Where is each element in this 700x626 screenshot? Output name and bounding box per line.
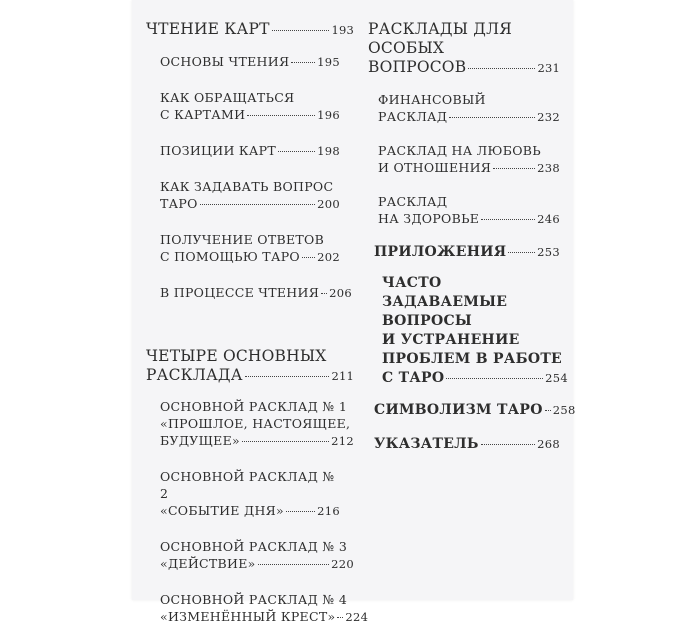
toc-entry-title: РАСКЛАДЫ ДЛЯ ОСОБЫХ bbox=[368, 20, 512, 57]
toc-left-column bbox=[146, 20, 369, 626]
toc-entry-getting-answers[interactable] bbox=[146, 231, 340, 266]
toc-entry-title: ЧЕТЫРЕ ОСНОВНЫХ bbox=[146, 347, 327, 365]
toc-page bbox=[132, 0, 576, 624]
dot-leader bbox=[481, 444, 535, 445]
toc-page-number: 195 bbox=[317, 55, 340, 69]
dot-leader bbox=[337, 617, 343, 618]
dot-leader bbox=[200, 204, 315, 205]
toc-entry-title-line2: «ИЗМЕНЁННЫЙ КРЕСТ» bbox=[160, 609, 336, 624]
dot-leader bbox=[258, 564, 330, 565]
toc-entry-title-line2: ТАРО bbox=[160, 196, 198, 211]
dot-leader bbox=[321, 293, 327, 294]
toc-entry-title-line3: БУДУЩЕЕ» bbox=[160, 433, 240, 448]
dot-leader bbox=[302, 257, 315, 258]
dot-leader bbox=[481, 219, 535, 220]
toc-entry-handling-cards[interactable] bbox=[146, 89, 340, 124]
toc-entry-title-line2: «СОБЫТИЕ ДНЯ» bbox=[160, 503, 284, 518]
toc-entry-title: ОСНОВНОЙ РАСКЛАД № 3 bbox=[160, 539, 348, 554]
toc-entry-reading-basics[interactable] bbox=[146, 53, 340, 71]
toc-entry-title-line2: РАСКЛАД bbox=[378, 109, 448, 124]
toc-entry-title-line2: С КАРТАМИ bbox=[160, 107, 246, 122]
dot-leader bbox=[493, 168, 535, 169]
toc-page-number: 206 bbox=[329, 286, 352, 300]
toc-entry-title: ЧТЕНИЕ КАРТ bbox=[146, 20, 270, 38]
toc-entry-title: СИМВОЛИЗМ ТАРО bbox=[374, 402, 543, 418]
toc-entry-title-line2: ВОПРОСОВ bbox=[368, 58, 467, 76]
toc-entry-title: В ПРОЦЕССЕ ЧТЕНИЯ bbox=[160, 285, 320, 300]
toc-entry-title-line4: ПРОБЛЕМ В РАБОТЕ bbox=[382, 351, 563, 367]
toc-entry-four-spreads[interactable] bbox=[146, 347, 354, 386]
toc-page-number: 231 bbox=[537, 61, 560, 75]
toc-entry-title: РАСКЛАД НА ЛЮБОВЬ bbox=[378, 143, 541, 158]
dot-leader bbox=[242, 441, 329, 442]
toc-entry-title: ПОЗИЦИИ КАРТ bbox=[160, 143, 277, 158]
toc-page-number: 202 bbox=[317, 250, 340, 264]
toc-entry-title-line5: С ТАРО bbox=[382, 370, 445, 386]
toc-entry-title: ОСНОВЫ ЧТЕНИЯ bbox=[160, 54, 290, 69]
toc-entry-title: КАК ЗАДАВАТЬ ВОПРОС bbox=[160, 179, 334, 194]
toc-page-number: 198 bbox=[317, 144, 340, 158]
toc-entry-title-line2: «ДЕЙСТВИЕ» bbox=[160, 556, 256, 571]
toc-entry-reading-cards[interactable] bbox=[146, 20, 354, 38]
toc-entry-title: ОСНОВНОЙ РАСКЛАД № 2 bbox=[160, 469, 335, 501]
toc-entry-title: ПРИЛОЖЕНИЯ bbox=[374, 244, 507, 260]
toc-right-column bbox=[368, 20, 576, 452]
toc-page-number: 232 bbox=[537, 110, 560, 124]
toc-page-number: 246 bbox=[537, 212, 560, 226]
toc-entry-title: ОСНОВНОЙ РАСКЛАД № 1 bbox=[160, 399, 348, 414]
toc-page-number: 258 bbox=[552, 403, 576, 417]
toc-page-number: 253 bbox=[537, 245, 560, 259]
toc-entry-title: ПОЛУЧЕНИЕ ОТВЕТОВ bbox=[160, 232, 325, 247]
toc-page-number: 220 bbox=[331, 557, 354, 571]
toc-page-number: 216 bbox=[317, 504, 340, 518]
dot-leader bbox=[247, 115, 315, 116]
toc-entry-symbolism[interactable] bbox=[368, 402, 576, 418]
toc-page-number: 224 bbox=[345, 610, 369, 624]
toc-entry-appendices[interactable] bbox=[368, 244, 560, 260]
toc-entry-title-line2: РАСКЛАДА bbox=[146, 366, 243, 384]
toc-entry-during-reading[interactable] bbox=[146, 284, 352, 302]
dot-leader bbox=[508, 252, 535, 253]
dot-leader bbox=[272, 30, 330, 31]
toc-entry-title: ФИНАНСОВЫЙ bbox=[378, 92, 486, 107]
toc-entry-title: РАСКЛАД bbox=[378, 194, 448, 209]
toc-page-number: 254 bbox=[545, 371, 568, 385]
toc-entry-title-line2: НА ЗДОРОВЬЕ bbox=[378, 211, 480, 226]
toc-page-number: 238 bbox=[537, 161, 560, 175]
toc-page-number: 268 bbox=[537, 437, 560, 451]
toc-entry-title-line2: С ПОМОЩЬЮ ТАРО bbox=[160, 249, 300, 264]
toc-page-number: 200 bbox=[317, 197, 340, 211]
toc-entry-title-line3: И УСТРАНЕНИЕ bbox=[382, 332, 520, 348]
toc-entry-faq[interactable] bbox=[368, 274, 568, 388]
toc-entry-index[interactable] bbox=[368, 436, 560, 452]
dot-leader bbox=[446, 378, 543, 379]
toc-page-number: 193 bbox=[331, 23, 354, 37]
toc-entry-health-spread[interactable] bbox=[368, 193, 560, 228]
toc-page-number: 196 bbox=[317, 108, 340, 122]
toc-entry-title: КАК ОБРАЩАТЬСЯ bbox=[160, 90, 295, 105]
dot-leader bbox=[245, 376, 330, 377]
toc-entry-title-line2: И ОТНОШЕНИЯ bbox=[378, 160, 492, 175]
toc-entry-card-positions[interactable] bbox=[146, 142, 340, 160]
toc-page-number: 211 bbox=[331, 369, 354, 383]
toc-entry-spread-1[interactable] bbox=[146, 398, 354, 450]
toc-entry-title-line2: «ПРОШЛОЕ, НАСТОЯЩЕЕ, bbox=[160, 416, 351, 431]
dot-leader bbox=[291, 62, 315, 63]
toc-entry-title: ОСНОВНОЙ РАСКЛАД № 4 bbox=[160, 592, 348, 607]
toc-entry-title-line2: ВОПРОСЫ bbox=[382, 313, 473, 329]
dot-leader bbox=[286, 511, 315, 512]
dot-leader bbox=[468, 68, 535, 69]
toc-entry-spread-3[interactable] bbox=[146, 538, 354, 573]
toc-entry-title: УКАЗАТЕЛЬ bbox=[374, 436, 479, 452]
dot-leader bbox=[278, 151, 315, 152]
toc-entry-special-spreads[interactable] bbox=[368, 20, 560, 78]
toc-entry-love-spread[interactable] bbox=[368, 142, 560, 177]
dot-leader bbox=[449, 117, 535, 118]
toc-entry-financial-spread[interactable] bbox=[368, 91, 560, 126]
toc-entry-asking-question[interactable] bbox=[146, 178, 340, 213]
toc-entry-title: ЧАСТО ЗАДАВАЕМЫЕ bbox=[382, 275, 508, 310]
toc-entry-spread-2[interactable] bbox=[146, 468, 340, 520]
toc-entry-spread-4[interactable] bbox=[146, 591, 369, 626]
dot-leader bbox=[545, 410, 551, 411]
toc-page-number: 212 bbox=[331, 434, 354, 448]
